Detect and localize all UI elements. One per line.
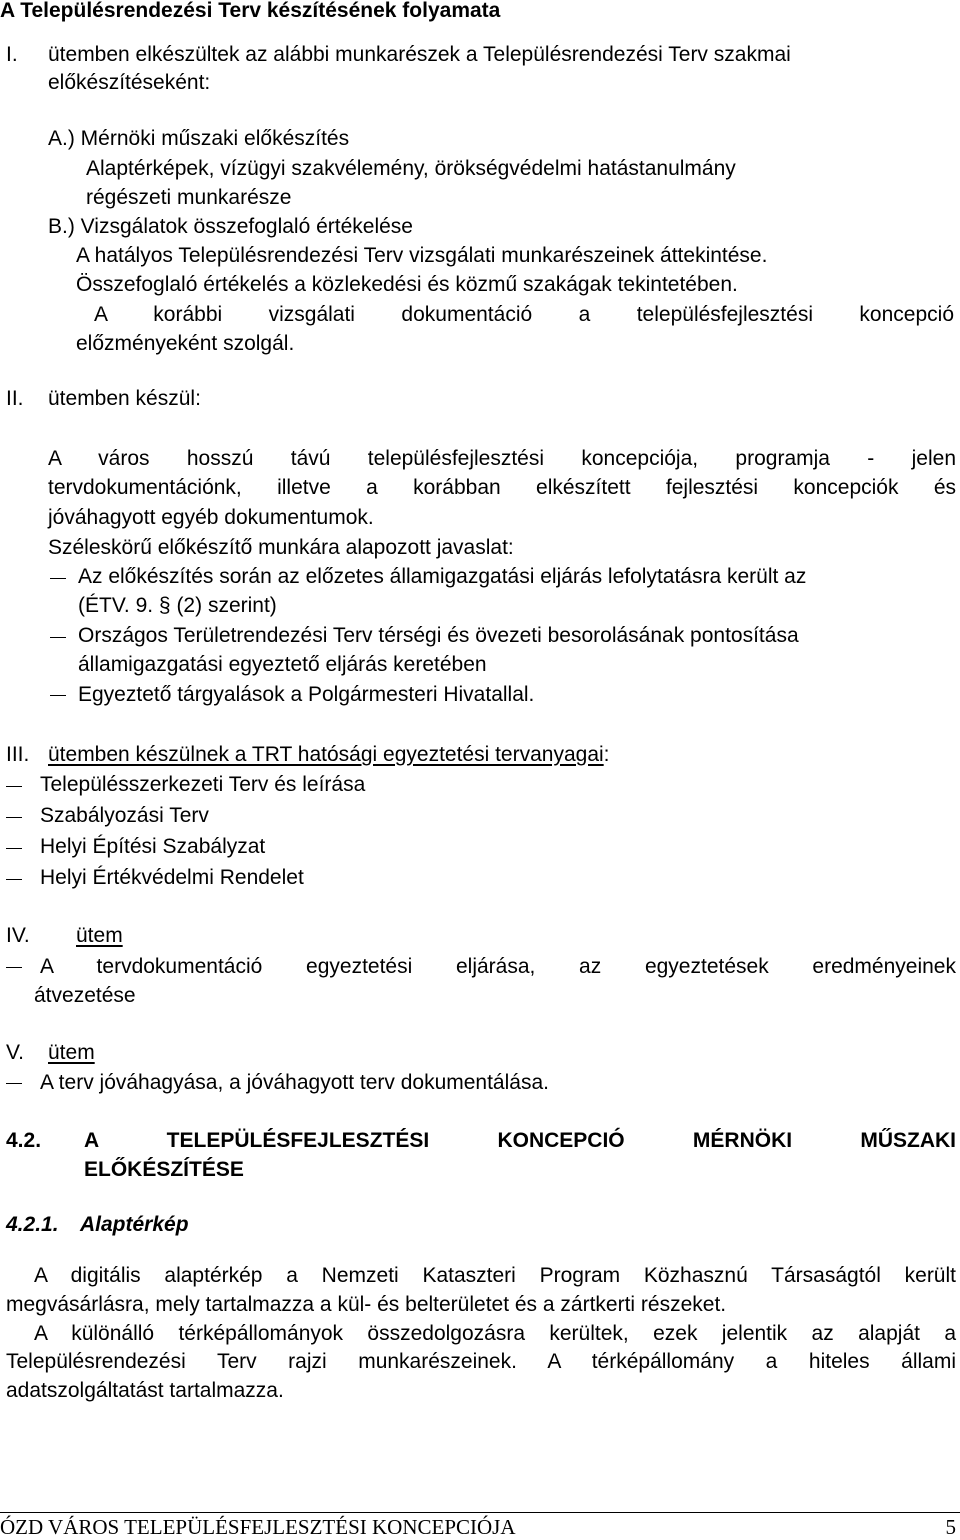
stage-4-title: ütem: [76, 924, 123, 947]
stage-2-paragraph-line-1: A város hosszú távú településfejlesztési koncepciója, programja - jelen: [48, 447, 956, 470]
stage-3-title: ütemben készülnek a TRT hatósági egyeztetési tervanyagai: [48, 743, 604, 766]
section-title-line-2: ELŐKÉSZÍTÉSE: [84, 1158, 244, 1181]
stage-1-b-line-4: előzményeként szolgál.: [76, 332, 295, 355]
stage-1-a-title: A.) Mérnöki műszaki előkészítés: [48, 127, 350, 150]
stage-2-item-1-line-2: (ÉTV. 9. § (2) szerint): [78, 594, 277, 617]
section-number: 4.2.: [6, 1129, 42, 1152]
stage-3-item: Szabályozási Terv: [40, 804, 209, 827]
stage-2-number: II.: [6, 387, 24, 410]
page-number: 5: [945, 1515, 956, 1539]
stage-1-b-line-2: Összefoglaló értékelés a közlekedési és közmű szakágak tekintetében.: [76, 273, 738, 296]
stage-5-item: A terv jóváhagyása, a jóváhagyott terv dokumentálása.: [40, 1071, 549, 1094]
dash-bullet-icon: [6, 1083, 22, 1084]
stage-5-title: ütem: [48, 1041, 95, 1064]
stage-3-number: III.: [6, 743, 30, 766]
body-paragraph-1-line-2: megvásárlásra, mely tartalmazza a kül- és belterületet és a zártkerti részeket.: [6, 1293, 727, 1316]
stage-1-line-1: ütemben elkészültek az alábbi munkarészek a Településrendezési Terv szakmai: [48, 43, 791, 66]
stage-1-a-line-1: Alaptérképek, vízügyi szakvélemény, örökségvédelmi hatástanulmány: [86, 157, 736, 180]
stage-3-heading: [48, 740, 610, 769]
footer-rule: [0, 1512, 960, 1513]
stage-4-item-line-1: A tervdokumentáció egyeztetési eljárása, az egyeztetések eredményeinek: [40, 955, 956, 978]
dash-bullet-icon: [6, 967, 22, 968]
stage-2-item-2-line-1: Országos Területrendezési Terv térségi és övezeti besorolásának pontosítása: [78, 624, 799, 647]
stage-1-b-title: B.) Vizsgálatok összefoglaló értékelése: [48, 215, 413, 238]
stage-3-item: Helyi Építési Szabályzat: [40, 835, 266, 858]
body-paragraph-2-line-2: Településrendezési Terv rajzi munkarészeinek. A térképállomány a hiteles állami: [6, 1350, 956, 1373]
document-heading: A Településrendezési Terv készítésének folyamata: [0, 0, 501, 22]
dash-bullet-icon: [6, 848, 22, 849]
body-paragraph-1-line-1: A digitális alaptérkép a Nemzeti Kataszteri Program Közhasznú Társaságtól került: [34, 1264, 956, 1287]
dash-bullet-icon: [50, 695, 66, 696]
stage-3-item: Helyi Értékvédelmi Rendelet: [40, 866, 304, 889]
subsection-title: Alaptérkép: [80, 1213, 189, 1236]
stage-3-item: Településszerkezeti Terv és leírása: [40, 773, 366, 796]
stage-2-intro: Széleskörű előkészítő munkára alapozott javaslat:: [48, 536, 514, 559]
stage-4-item-line-2: átvezetése: [34, 984, 136, 1007]
stage-2-item-2-line-2: államigazgatási egyeztető eljárás keretében: [78, 653, 487, 676]
stage-2-item-3: Egyeztető tárgyalások a Polgármesteri Hivatallal.: [78, 683, 535, 706]
body-paragraph-2-line-1: A különálló térképállományok összedolgozásra kerültek, ezek jelentik az alapját a: [34, 1322, 956, 1345]
stage-2-paragraph-line-3: jóváhagyott egyéb dokumentumok.: [48, 506, 374, 529]
stage-5-number: V.: [6, 1041, 24, 1064]
stage-1-number: I.: [6, 43, 18, 66]
dash-bullet-icon: [6, 786, 22, 787]
body-paragraph-2-line-3: adatszolgáltatást tartalmazza.: [6, 1379, 284, 1402]
stage-1-a-line-2: régészeti munkarésze: [86, 186, 292, 209]
stage-4-number: IV.: [6, 924, 30, 947]
footer-title: ÓZD VÁROS TELEPÜLÉSFEJLESZTÉSI KONCEPCIÓJA: [0, 1515, 516, 1539]
stage-2-item-1-line-1: Az előkészítés során az előzetes államigazgatási eljárás lefolytatásra került az: [78, 565, 807, 588]
stage-2-title: ütemben készül:: [48, 387, 201, 410]
dash-bullet-icon: [6, 879, 22, 880]
stage-1-b-line-3: A korábbi vizsgálati dokumentáció a településfejlesztési koncepció: [94, 303, 954, 326]
section-title-line-1: A TELEPÜLÉSFEJLESZTÉSI KONCEPCIÓ MÉRNÖKI MŰSZAKI: [84, 1129, 956, 1152]
stage-1-b-line-1: A hatályos Településrendezési Terv vizsgálati munkarészeinek áttekintése.: [76, 244, 768, 267]
dash-bullet-icon: [50, 578, 66, 579]
subsection-number: 4.2.1.: [6, 1213, 59, 1236]
stage-3-colon: :: [603, 743, 610, 766]
stage-2-paragraph-line-2: tervdokumentációnk, illetve a korábban elkészített fejlesztési koncepciók és: [48, 476, 956, 499]
stage-1-line-2: előkészítéseként:: [48, 71, 211, 94]
dash-bullet-icon: [50, 637, 66, 638]
dash-bullet-icon: [6, 817, 22, 818]
